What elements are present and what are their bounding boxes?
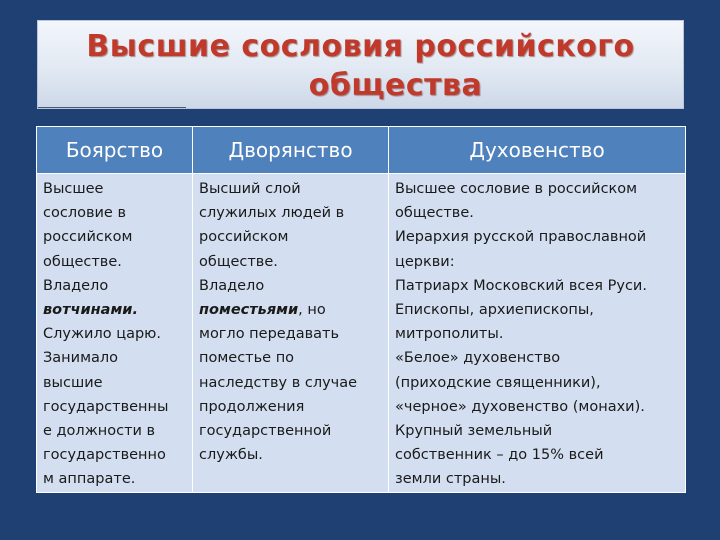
cell-line: митрополиты. bbox=[395, 326, 504, 343]
cell-line: е должности в bbox=[43, 423, 156, 440]
cell-line: обществе. bbox=[43, 253, 122, 270]
cell-line: Крупный земельный bbox=[395, 423, 553, 440]
cell-line: службы. bbox=[199, 447, 263, 464]
cell-line: церкви: bbox=[395, 253, 455, 270]
cell-line: Высший слой bbox=[199, 181, 301, 197]
header-dukhovenstvo: Духовенство bbox=[389, 127, 686, 174]
cell-line: (приходские священники), bbox=[395, 374, 601, 391]
cell-line-emphasis bbox=[43, 298, 188, 322]
cell-line: сословие в bbox=[43, 205, 126, 222]
cell-line: Служило царю. bbox=[43, 326, 161, 343]
emphasis-rest: . bbox=[132, 302, 138, 319]
estates-table bbox=[36, 126, 686, 493]
title-box bbox=[37, 20, 684, 109]
cell-line: Владело bbox=[43, 277, 109, 294]
cell-line: государственно bbox=[43, 447, 166, 464]
cell-dukhovenstvo bbox=[389, 174, 686, 493]
cell-line-emphasis bbox=[199, 298, 384, 322]
cell-line: российском bbox=[43, 229, 133, 246]
cell-line: собственник – до 15% всей bbox=[395, 447, 604, 464]
cell-line: государственной bbox=[199, 423, 332, 440]
emphasis-word-pomestya: поместьями bbox=[199, 302, 299, 319]
cell-line: обществе. bbox=[199, 253, 278, 270]
cell-line: Занимало bbox=[43, 350, 119, 367]
cell-dvoryanstvo bbox=[193, 174, 389, 493]
cell-line: Высшее сословие в российском bbox=[395, 181, 638, 197]
emphasis-rest: , но bbox=[298, 302, 326, 319]
cell-line: Иерархия русской православной bbox=[395, 229, 647, 246]
cell-line: могло передавать bbox=[199, 326, 340, 343]
cell-line: м аппарате. bbox=[43, 471, 136, 488]
cell-line: продолжения bbox=[199, 398, 305, 415]
cell-line: «черное» духовенство (монахи). bbox=[395, 398, 645, 415]
cell-line: Епископы, архиепископы, bbox=[395, 302, 594, 319]
cell-line: обществе. bbox=[395, 205, 474, 222]
header-dvoryanstvo: Дворянство bbox=[193, 127, 389, 174]
cell-line: поместье по bbox=[199, 350, 295, 367]
cell-line: государственны bbox=[43, 398, 169, 415]
cell-line: российском bbox=[199, 229, 289, 246]
cell-boyarstvo bbox=[37, 174, 193, 493]
slide-title-line-1: Высшие сословия российского bbox=[86, 29, 635, 64]
cell-line: наследству в случае bbox=[199, 374, 358, 391]
cell-line: служилых людей в bbox=[199, 205, 345, 222]
slide-title-line-2: общества bbox=[308, 68, 483, 103]
cell-line: Высшее bbox=[43, 181, 104, 197]
cell-line: «Белое» духовенство bbox=[395, 350, 561, 367]
header-boyarstvo: Боярство bbox=[37, 127, 193, 174]
cell-line: Владело bbox=[199, 277, 265, 294]
emphasis-word-votchiny: вотчинами bbox=[43, 302, 133, 319]
cell-line: земли страны. bbox=[395, 471, 506, 488]
table-row bbox=[37, 174, 686, 493]
cell-line: высшие bbox=[43, 374, 103, 391]
table-header-row bbox=[37, 127, 686, 174]
title-underline-decoration bbox=[38, 107, 186, 108]
cell-line: Патриарх Московский всея Руси. bbox=[395, 277, 647, 294]
